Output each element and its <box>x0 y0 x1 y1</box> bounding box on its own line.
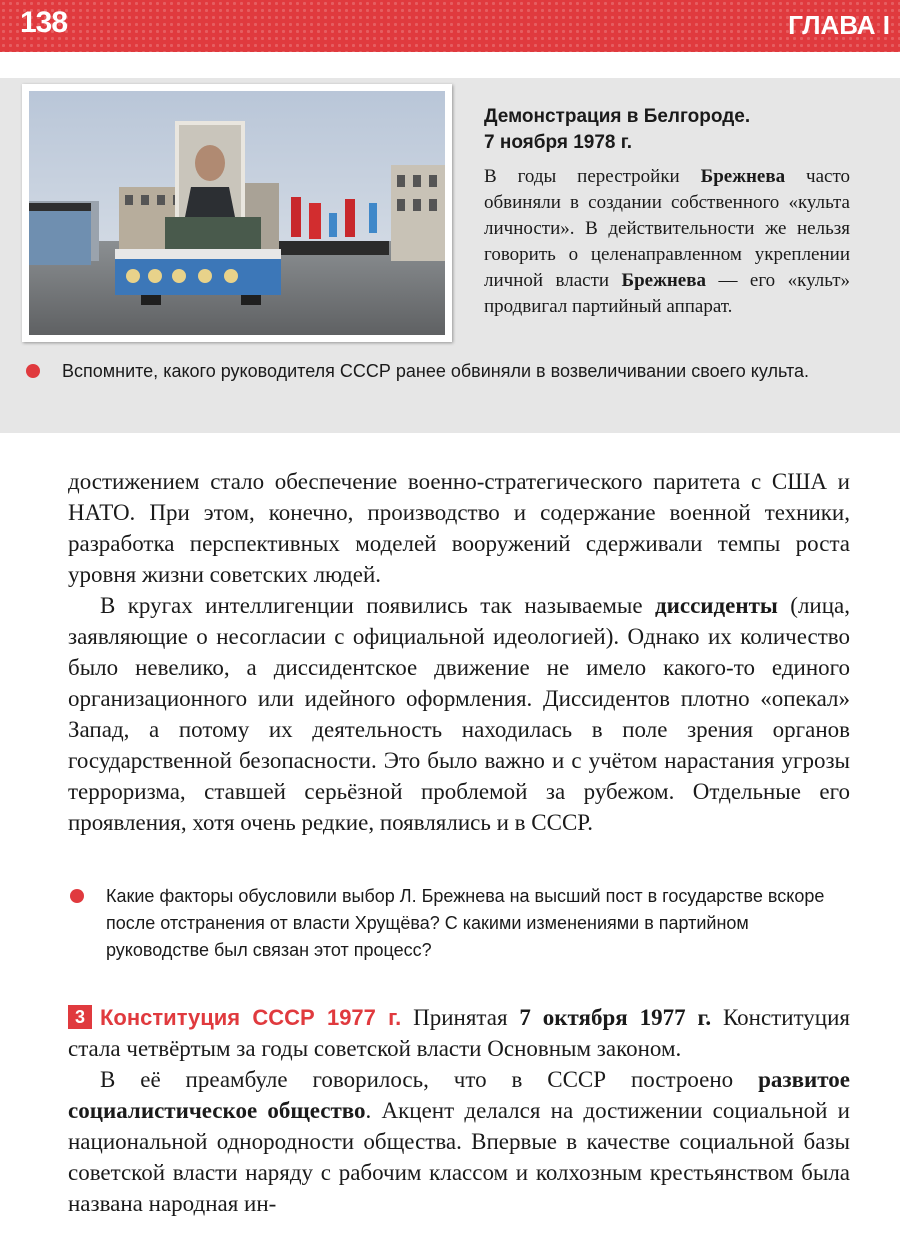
chapter-label: ГЛАВА I <box>788 10 890 40</box>
review-question: Какие факторы обусловили выбор Л. Брежнева на высший пост в государстве вскоре после отстранения от власти Хрущёва? С какими изменениями в партийном руководстве был связан этот процесс? <box>106 886 825 960</box>
section-lead: 3 Конституция СССР 1977 г. Принятая 7 октября 1977 г. Конституция стала четвёртым за годы советской власти Основным законом. <box>68 1005 850 1061</box>
section-title: Конституция СССР 1977 г. <box>100 1005 402 1030</box>
paragraph: достижением стало обеспечение военно-стратегического паритета с США и НАТО. При этом, конечно, производство и содержание военной техники, разработка перспективных моделей вооружений сдерживали темпы роста уровня жизни советских людей. <box>68 469 850 587</box>
main-text-block <box>68 466 850 838</box>
paragraph: В её преамбуле говорилось, что в СССР построено развитое социалистическое общество. Акцент делался на достижении социальной и национальной однородности общества. Впервые в качестве социальной базы советской власти наряду с рабочим классом и колхозным крестьянством была названа народная ин- <box>68 1067 850 1216</box>
demonstration-photo <box>29 91 445 335</box>
date-emphasis: 7 октября 1977 г. <box>519 1005 712 1030</box>
photo-frame <box>22 84 452 342</box>
page-number: 138 <box>20 6 68 39</box>
question-bullet-icon <box>70 889 84 903</box>
question-bullet-icon <box>26 364 40 378</box>
paragraph: В кругах интеллигенции появились так называемые диссиденты (лица, заявляющие о несогласии с официальной идеологией). Однако их количество было невелико, а диссидентское движение не имело какого-то единого организационного или идейного оформления. Диссидентов плотно «опекал» Запад, а потому их деятельность находилась в поле зрения органов государственной безопасности. Это было важно и с учётом нарастания угрозы терроризма, ставшей серьёзной проблемой за рубежом. Отдельные его проявления, хотя очень редкие, появлялись и в СССР. <box>68 593 850 835</box>
term-developed-socialism: развитое социалистическое общество <box>68 1067 850 1123</box>
section-number-badge: 3 <box>68 1005 92 1029</box>
figure-question: Вспомните, какого руководителя СССР ранее обвиняли в возвеличивании своего культа. <box>62 361 809 381</box>
term-dissidents: диссиденты <box>654 593 778 618</box>
figure-caption-text: В годы перестройки Брежнева часто обвиняли в создании собственного «культа личности». В действительности же нельзя говорить о целенаправленном укреплении личной власти Брежнева — его «культ» продвигал партийный аппарат. <box>484 166 851 317</box>
page-header-bar <box>0 0 900 52</box>
section-text-block <box>68 1002 850 1219</box>
figure-caption-title: Демонстрация в Белгороде. 7 ноября 1978 г. <box>484 106 751 153</box>
